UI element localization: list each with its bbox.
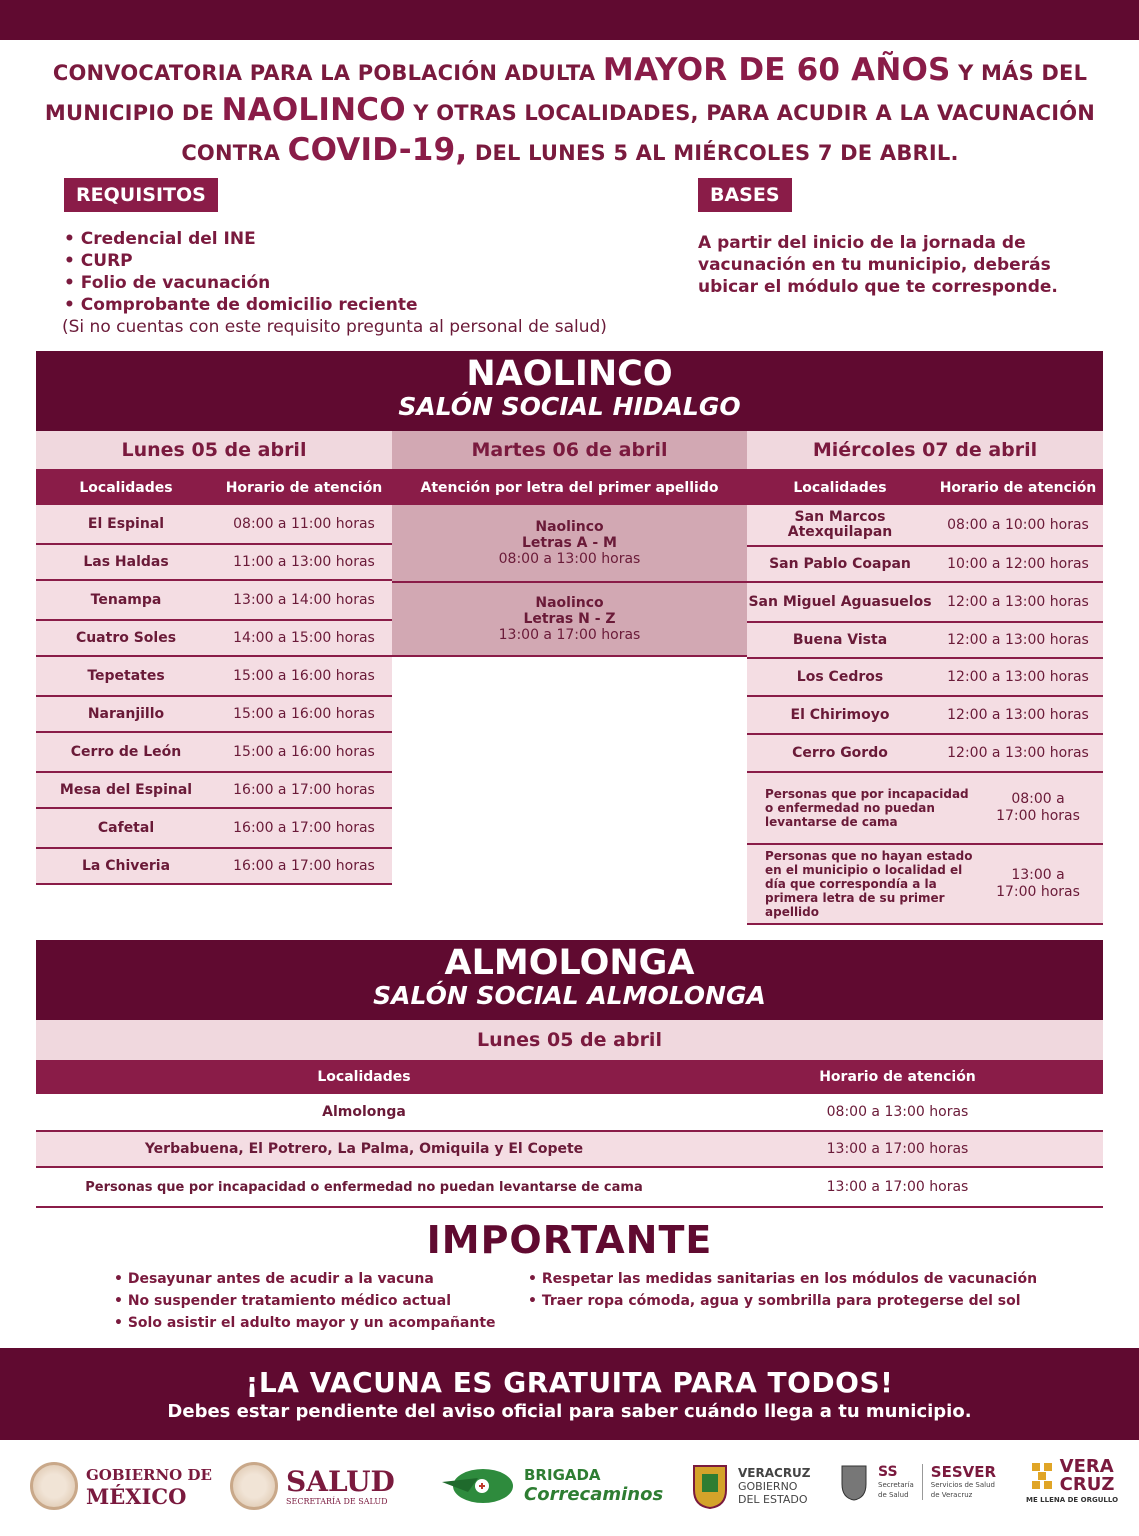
row-localidad: Cafetal bbox=[97, 819, 155, 836]
col-letra-apellido: Atención por letra del primer apellido bbox=[420, 480, 719, 496]
row-horario-inicio: 13:00 a bbox=[1011, 867, 1065, 883]
requisitos-note: (Si no cuentas con este requisito pregunta al personal de salud) bbox=[62, 317, 607, 337]
miercoles-day-header: Miércoles 07 de abril bbox=[747, 431, 1103, 471]
table-row bbox=[747, 697, 1103, 735]
martes-day-header: Martes 06 de abril bbox=[392, 431, 747, 471]
row-nota: Personas que no hayan estado en el municipio o localidad el día que correspondía a la primera letra de su primer apellido bbox=[765, 849, 973, 919]
row-horario: 13:00 a 14:00 horas bbox=[233, 591, 375, 608]
row-horario: 08:00 a 13:00 horas bbox=[826, 1104, 969, 1120]
brigada-correcaminos-logo bbox=[438, 1462, 663, 1508]
almolonga-header bbox=[36, 940, 1103, 1020]
table-row bbox=[747, 623, 1103, 659]
table-row bbox=[36, 581, 392, 621]
block-letras: Letras N - Z bbox=[523, 611, 616, 627]
logo-divider bbox=[922, 1464, 923, 1500]
logo-text: SS bbox=[878, 1464, 898, 1480]
row-horario: 15:00 a 16:00 horas bbox=[233, 667, 375, 684]
naolinco-miercoles-column bbox=[747, 431, 1103, 925]
headline-text: Y OTRAS LOCALIDADES, PARA ACUDIR A LA VACUNACIÓN CONTRA bbox=[181, 101, 1096, 165]
row-localidad: Yerbabuena, El Potrero, La Palma, Omiquila y El Copete bbox=[144, 1141, 584, 1157]
table-row bbox=[36, 545, 392, 581]
row-horario: 16:00 a 17:00 horas bbox=[233, 781, 375, 798]
bases-text: A partir del inicio de la jornada de vacunación en tu municipio, deberás ubicar el módulo que te corresponde. bbox=[698, 233, 1058, 297]
requisito-item: • CURP bbox=[64, 251, 133, 271]
col-horario: Horario de atención bbox=[939, 480, 1097, 496]
importante-title: IMPORTANTE bbox=[426, 1218, 713, 1262]
row-horario: 15:00 a 16:00 horas bbox=[233, 705, 375, 722]
row-localidad: Las Haldas bbox=[83, 553, 169, 570]
row-localidad: Los Cedros bbox=[796, 668, 884, 685]
headline-highlight-age: MAYOR DE 60 AÑOS bbox=[602, 52, 951, 88]
block-horario: 08:00 a 13:00 horas bbox=[498, 551, 641, 567]
table-row bbox=[36, 1168, 1103, 1208]
row-nota: Personas que por incapacidad o enfermedad no puedan levantarse de cama bbox=[765, 787, 969, 829]
row-horario: 16:00 a 17:00 horas bbox=[233, 857, 375, 874]
table-row bbox=[36, 1132, 1103, 1168]
logo-text: SESVER bbox=[930, 1463, 997, 1481]
ss-sesver-logo bbox=[838, 1462, 996, 1502]
almolonga-place: SALÓN SOCIAL ALMOLONGA bbox=[373, 981, 766, 1010]
table-row bbox=[36, 733, 392, 773]
footer-subtext: Debes estar pendiente del aviso oficial para saber cuándo llega a tu municipio. bbox=[167, 1401, 972, 1422]
importante-left-list bbox=[114, 1268, 496, 1334]
table-row-special bbox=[747, 773, 1103, 845]
row-horario: 08:00 a 10:00 horas bbox=[947, 516, 1089, 533]
gobierno-mexico-logo bbox=[30, 1462, 212, 1510]
table-row bbox=[36, 1094, 1103, 1132]
table-row bbox=[36, 849, 392, 885]
row-horario: 08:00 a 11:00 horas bbox=[233, 515, 375, 532]
row-localidad: San Pablo Coapan bbox=[769, 555, 911, 572]
logo-text: Secretaría bbox=[878, 1481, 914, 1489]
eagle-seal-icon bbox=[230, 1462, 278, 1510]
block-localidad: Naolinco bbox=[535, 595, 604, 611]
importante-item: • Respetar las medidas sanitarias en los módulos de vacunación bbox=[528, 1271, 1038, 1287]
logo-text: Servicios de Salud bbox=[930, 1481, 995, 1489]
block-letras: Letras A - M bbox=[522, 535, 617, 551]
row-horario: 10:00 a 12:00 horas bbox=[947, 555, 1089, 572]
martes-block bbox=[392, 583, 747, 657]
row-horario: 11:00 a 13:00 horas bbox=[233, 553, 375, 570]
table-row-special bbox=[747, 845, 1103, 925]
row-horario-inicio: 08:00 a bbox=[1011, 791, 1065, 807]
table-row bbox=[747, 659, 1103, 697]
shield-icon bbox=[838, 1462, 870, 1502]
headline-text: Y MÁS DEL MUNICIPIO DE bbox=[44, 61, 1088, 125]
requisito-item: • Comprobante de domicilio reciente bbox=[64, 295, 418, 315]
importante-item: • No suspender tratamiento médico actual bbox=[114, 1293, 452, 1309]
block-horario: 13:00 a 17:00 horas bbox=[498, 627, 641, 643]
naolinco-header bbox=[36, 351, 1103, 431]
row-horario-fin: 17:00 horas bbox=[996, 884, 1080, 900]
logo-text: SECRETARÍA DE SALUD bbox=[286, 1496, 388, 1506]
col-localidades: Localidades bbox=[793, 480, 887, 496]
logo-text: ME LLENA DE ORGULLO bbox=[1026, 1496, 1119, 1504]
bases-title: BASES bbox=[698, 178, 792, 212]
table-row bbox=[747, 505, 1103, 547]
logo-text: CRUZ bbox=[1059, 1474, 1115, 1495]
row-localidad: Cerro de León bbox=[70, 743, 182, 760]
row-horario: 13:00 a 17:00 horas bbox=[826, 1141, 969, 1157]
coat-of-arms-icon bbox=[690, 1462, 730, 1510]
table-row bbox=[747, 583, 1103, 623]
col-localidades: Localidades bbox=[79, 480, 173, 496]
veracruz-gobierno-logo bbox=[690, 1462, 811, 1510]
miercoles-subheader bbox=[747, 471, 1103, 505]
row-localidad: Cuatro Soles bbox=[75, 629, 177, 646]
naolinco-title: NAOLINCO bbox=[466, 354, 673, 394]
row-horario: 16:00 a 17:00 horas bbox=[233, 819, 375, 836]
requisitos-list bbox=[64, 228, 607, 338]
logo-text: BRIGADA bbox=[524, 1465, 601, 1484]
col-localidades: Localidades bbox=[317, 1069, 411, 1085]
headline-text: CONVOCATORIA PARA LA POBLACIÓN ADULTA bbox=[52, 61, 603, 85]
martes-subheader bbox=[392, 471, 747, 505]
row-horario-fin: 17:00 horas bbox=[996, 808, 1080, 824]
row-localidad: Mesa del Espinal bbox=[59, 781, 193, 798]
row-horario: 13:00 a 17:00 horas bbox=[826, 1179, 969, 1195]
importante-item: • Traer ropa cómoda, agua y sombrilla para protegerse del sol bbox=[528, 1293, 1021, 1309]
requisito-item: • Credencial del INE bbox=[64, 229, 256, 249]
naolinco-place: SALÓN SOCIAL HIDALGO bbox=[398, 392, 741, 421]
lunes-day-header: Lunes 05 de abril bbox=[36, 431, 392, 471]
footer-headline: ¡LA VACUNA ES GRATUITA PARA TODOS! bbox=[245, 1366, 894, 1399]
row-localidad: Naranjillo bbox=[87, 705, 165, 722]
row-localidad: El Espinal bbox=[87, 515, 165, 532]
almolonga-subheader bbox=[36, 1060, 1103, 1094]
logo-text: MÉXICO bbox=[86, 1484, 187, 1509]
col-horario: Horario de atención bbox=[225, 480, 383, 496]
almolonga-table bbox=[36, 1020, 1103, 1208]
logo-text: VERACRUZ bbox=[738, 1465, 811, 1480]
logos-strip bbox=[0, 1440, 1139, 1536]
pattern-icon bbox=[1030, 1461, 1056, 1491]
row-horario: 12:00 a 13:00 horas bbox=[947, 593, 1089, 610]
row-horario: 12:00 a 13:00 horas bbox=[947, 631, 1089, 648]
top-bar bbox=[0, 0, 1139, 40]
table-row bbox=[36, 773, 392, 809]
importante-item: • Desayunar antes de acudir a la vacuna bbox=[114, 1271, 434, 1287]
row-localidad: Buena Vista bbox=[792, 631, 888, 648]
row-horario: 14:00 a 15:00 horas bbox=[233, 629, 375, 646]
row-horario: 12:00 a 13:00 horas bbox=[947, 744, 1089, 761]
block-localidad: Naolinco bbox=[535, 519, 604, 535]
logo-text: SALUD bbox=[286, 1464, 395, 1498]
salud-logo bbox=[230, 1462, 395, 1510]
row-localidad: La Chiveria bbox=[81, 857, 171, 874]
table-row bbox=[36, 505, 392, 545]
footer-band bbox=[0, 1348, 1139, 1440]
logo-text: GOBIERNO bbox=[738, 1479, 798, 1493]
row-localidad: Personas que por incapacidad o enfermedad no puedan levantarse de cama bbox=[85, 1179, 643, 1195]
logo-text: DEL ESTADO bbox=[738, 1492, 808, 1506]
row-horario: 15:00 a 16:00 horas bbox=[233, 743, 375, 760]
logo-text: GOBIERNO DE bbox=[86, 1466, 212, 1484]
row-localidad: San Miguel Aguasuelos bbox=[748, 593, 932, 610]
table-row bbox=[36, 657, 392, 697]
lunes-subheader bbox=[36, 471, 392, 505]
veracruz-orgullo-logo bbox=[1026, 1458, 1118, 1504]
martes-block bbox=[392, 505, 747, 583]
headline-highlight-covid: COVID-19, bbox=[287, 132, 468, 168]
importante-right-list bbox=[528, 1268, 1037, 1312]
row-localidad: Tepetates bbox=[87, 667, 165, 684]
table-row bbox=[747, 547, 1103, 583]
importante-item: • Solo asistir el adulto mayor y un acompañante bbox=[114, 1315, 496, 1331]
table-row bbox=[36, 809, 392, 849]
almolonga-title: ALMOLONGA bbox=[444, 943, 695, 983]
headline-text: DEL LUNES 5 AL MIÉRCOLES 7 DE ABRIL. bbox=[467, 141, 959, 165]
requisito-item: • Folio de vacunación bbox=[64, 273, 271, 293]
logo-text: VERA bbox=[1059, 1456, 1114, 1477]
row-localidad: Almolonga bbox=[322, 1104, 406, 1120]
eagle-seal-icon bbox=[30, 1462, 78, 1510]
row-localidad: Tenampa bbox=[90, 591, 162, 608]
row-horario: 12:00 a 13:00 horas bbox=[947, 706, 1089, 723]
logo-text: Correcaminos bbox=[524, 1483, 664, 1505]
requisitos-title: REQUISITOS bbox=[64, 178, 218, 212]
almolonga-day-header: Lunes 05 de abril bbox=[36, 1020, 1103, 1060]
headline-highlight-municipio: NAOLINCO bbox=[221, 92, 406, 128]
row-localidad: Cerro Gordo bbox=[792, 744, 888, 761]
col-horario: Horario de atención bbox=[819, 1069, 976, 1085]
naolinco-martes-column bbox=[392, 431, 747, 657]
naolinco-lunes-column bbox=[36, 431, 392, 885]
row-horario: 12:00 a 13:00 horas bbox=[947, 668, 1089, 685]
headline bbox=[20, 52, 1120, 172]
table-row bbox=[36, 697, 392, 733]
row-localidad: El Chirimoyo bbox=[790, 706, 890, 723]
roadrunner-icon bbox=[438, 1462, 516, 1508]
table-row bbox=[747, 735, 1103, 773]
logo-text: de Veracruz bbox=[930, 1491, 973, 1499]
row-localidad: San Marcos Atexquilapan bbox=[787, 509, 893, 540]
logo-text: de Salud bbox=[878, 1491, 909, 1499]
table-row bbox=[36, 621, 392, 657]
